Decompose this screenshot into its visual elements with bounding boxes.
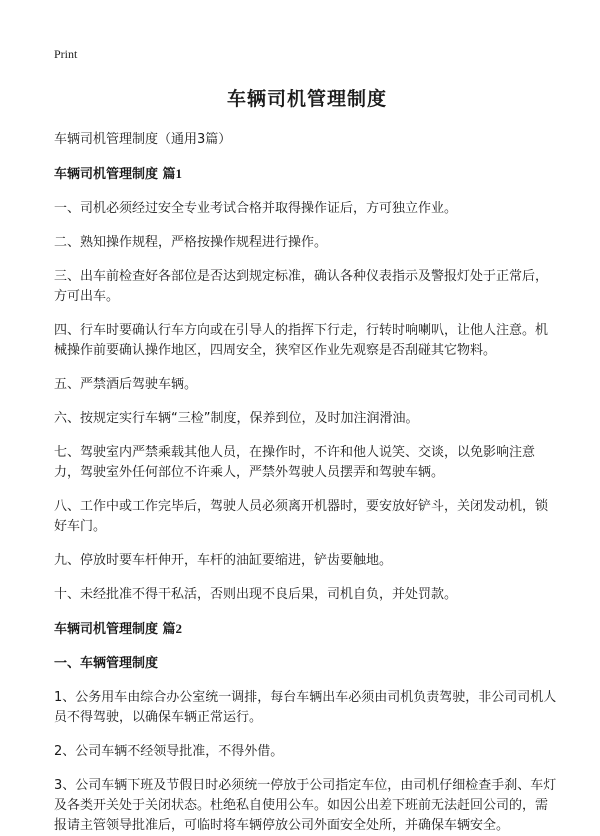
- paragraph: 四、行车时要确认行车方向或在引导人的指挥下行走，行转时响喇叭，让他人注意。机械操作前要确认操作地区，四周安全，狭窄区作业先观察是否刮碰其它物料。: [54, 323, 549, 358]
- print-label: Print: [54, 47, 78, 61]
- paragraph: 十、未经批准不得干私活，否则出现不良后果，司机自负，并处罚款。: [54, 587, 458, 602]
- paragraph: 二、熟知操作规程，严格按操作规程进行操作。: [54, 235, 328, 250]
- paragraph: 七、驾驶室内严禁乘载其他人员，在操作时，不许和他人说笑、交谈，以免影响注意力，驾驶室外任何部位不许乘人，严禁外驾驶人员摆弄和驾驶车辆。: [54, 445, 536, 480]
- section-heading-2: [54, 619, 560, 640]
- paragraph: 三、出车前检查好各部位是否达到规定标准，确认各种仪表指示及警报灯处于正常后，方可出车。: [54, 269, 549, 304]
- section-subheading: 一、车辆管理制度: [54, 656, 159, 671]
- paragraph: 九、停放时要车杆伸开，车杆的油缸要缩进，铲齿要触地。: [54, 553, 393, 568]
- document-subtitle: 车辆司机管理制度（通用3篇）: [54, 132, 232, 147]
- paragraph: 2、公司车辆不经领导批准，不得外借。: [54, 744, 284, 759]
- page-title: 车辆司机管理制度: [226, 88, 387, 110]
- paragraph: 八、工作中或工作完毕后，驾驶人员必须离开机器时，要安放好铲斗，关闭发动机，锁好车门。: [54, 499, 549, 534]
- paragraph: 六、按规定实行车辆“三检”制度，保养到位，及时加注润滑油。: [54, 411, 419, 426]
- paragraph: 一、司机必须经过安全专业考试合格并取得操作证后，方可独立作业。: [54, 201, 458, 216]
- section-heading-number: 1: [175, 166, 183, 181]
- paragraph: 1、公务用车由综合办公室统一调排，每台车辆出车必须由司机负责驾驶，非公司司机人员不得驾驶，以确保车辆正常运行。: [54, 690, 557, 725]
- paragraph: 五、严禁酒后驾驶车辆。: [54, 377, 198, 392]
- section-heading-text: 车辆司机管理制度 篇: [54, 167, 176, 182]
- section-heading-number: 2: [175, 621, 183, 636]
- section-heading-text: 车辆司机管理制度 篇: [54, 622, 176, 637]
- section-heading-1: [54, 164, 560, 185]
- paragraph: 3、公司车辆下班及节假日时必须统一停放于公司指定车位，由司机仔细检查手刹、车灯及各类开关处于关闭状态。杜绝私自使用公车。如因公出差下班前无法赶回公司的，需报请主管领导批准后，可临时将车辆停放公司外面安全处所，并确保车辆安全。: [54, 778, 557, 833]
